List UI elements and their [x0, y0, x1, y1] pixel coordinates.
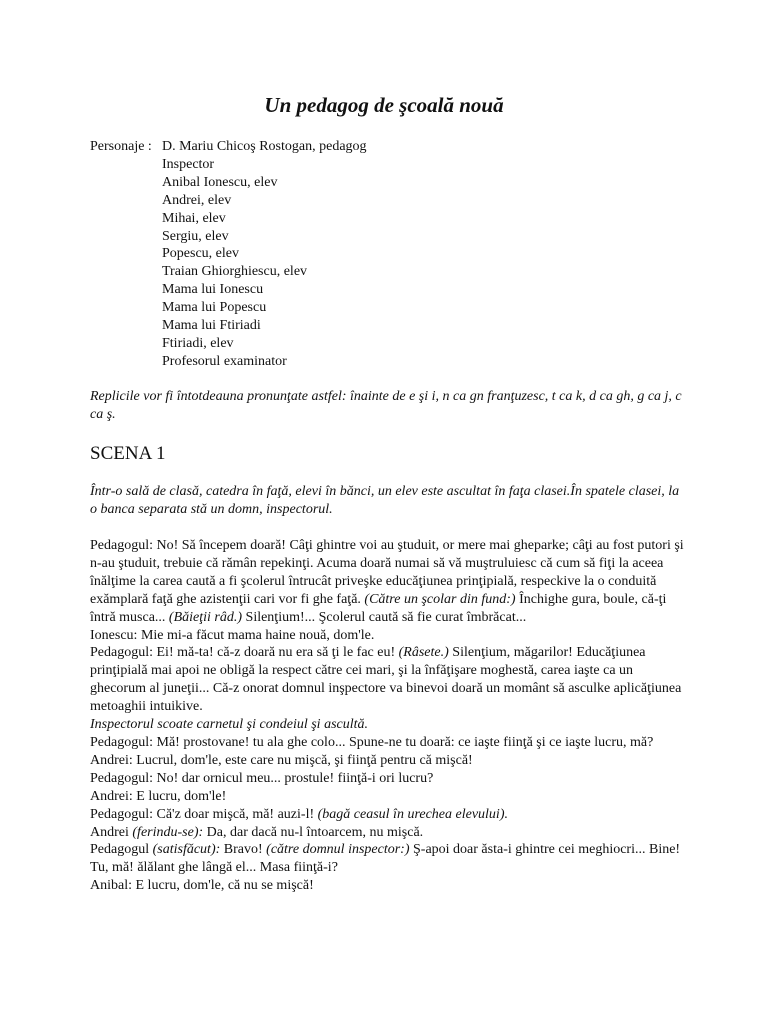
cast-row: [90, 281, 367, 299]
line-text: Silenţium!... Şcolerul caută să fie curat îmbrăcat...: [242, 609, 527, 625]
speaker: Pedagogul:: [90, 645, 153, 661]
page-title: Un pedagog de şcoală nouă: [264, 93, 504, 117]
line-text: Silenţium, măgarilor! Educăţiunea prinţipială mai apoi ne obligă la respect către cei mari, şi la înfăţişare moghestă, carea iaşte ca un ghecorum al juneţii... Că-z onorat domnul inşpectore va binevoi doară un momânt să asculke aplicăţiunea metoaghii intuikive.: [90, 645, 682, 715]
scene-heading: SCENA 1: [90, 443, 166, 464]
stage-note: (bagă ceasul în urechea elevului).: [317, 806, 508, 822]
cast-row: [90, 335, 367, 353]
dialogue-line: [90, 806, 690, 824]
line-text: Că'z doar mişcă, mă! auzi-l!: [153, 806, 318, 822]
cast-row: [90, 210, 367, 228]
cast-character: Traian Ghiorghiescu, elev: [162, 264, 308, 280]
cast-row: [90, 263, 367, 281]
speaker: Pedagogul:: [90, 734, 153, 750]
stage-note: (satisfăcut):: [152, 842, 221, 858]
speaker: Pedagogul:: [90, 770, 153, 786]
line-text: Ş-apoi doar ăsta-i ghintre cei meghiocri... Bine! Tu, mă! ălălant ghe lângă el... Masa fiinţă-i?: [90, 842, 681, 876]
dialogue-line: [90, 770, 690, 788]
cast-character: Mama lui Popescu: [162, 300, 267, 316]
cast-character: Mama lui Ftiriadi: [162, 318, 261, 334]
line-text: E lucru, dom'le!: [132, 788, 227, 804]
stage-note: (Râsete.): [398, 645, 449, 661]
cast-row: [90, 228, 367, 246]
cast-character: Popescu, elev: [162, 246, 239, 262]
cast-row: [90, 138, 367, 156]
line-text: Lucrul, dom'le, este care nu mişcă, şi fiinţă pentru că mişcă!: [132, 752, 473, 768]
cast-row: [90, 156, 367, 174]
cast-character: Anibal Ionescu, elev: [162, 174, 278, 190]
pronunciation-note: Replicile vor fi întotdeauna pronunţate astfel: înainte de e şi i, n ca gn franţuzesc, t ca k, d ca gh, g ca j, c ca ş.: [90, 389, 682, 422]
cast-row: [90, 317, 367, 335]
speaker: Pedagogul:: [90, 806, 153, 822]
dialogue-line: [90, 734, 690, 752]
line-text: No! dar ornicul meu... prostule! fiinţă-i ori lucru?: [153, 770, 434, 786]
line-text: Mie mi-a făcut mama haine nouă, dom'le.: [137, 627, 375, 643]
dialogue-line: [90, 877, 690, 895]
cast-row: [90, 174, 367, 192]
speaker: Andrei: [90, 824, 129, 840]
dialogue: [90, 537, 690, 895]
line-text: Da, dar dacă nu-l întoarcem, nu mişcă.: [203, 824, 424, 840]
cast-character: Mihai, elev: [162, 210, 226, 226]
cast-row: [90, 353, 367, 371]
cast-character: Profesorul examinator: [162, 353, 287, 369]
dialogue-line: [90, 644, 690, 716]
stage-note: (ferindu-se):: [132, 824, 204, 840]
line-text: Bravo!: [220, 842, 267, 858]
cast-character: Ftiriadi, elev: [162, 335, 234, 351]
line-text: Ei! mă-ta! că-z doară nu era să ţi le fac eu!: [153, 645, 399, 661]
dialogue-line: [90, 824, 690, 842]
cast-label: Personaje :: [90, 139, 152, 154]
cast-character: Andrei, elev: [162, 192, 232, 208]
line-text: Închighe gura, boule, că-ţi întră musca...: [90, 591, 667, 625]
cast-character: Sergiu, elev: [162, 228, 229, 244]
speaker: Anibal:: [90, 878, 132, 894]
cast-list: [90, 138, 367, 371]
cast-character: D. Mariu Chicoş Rostogan, pedagog: [162, 139, 367, 154]
dialogue-line: [90, 627, 690, 645]
speaker: Pedagogul:: [90, 538, 153, 553]
stage-note: Inspectorul scoate carnetul şi condeiul şi ascultă.: [90, 717, 369, 733]
speaker: Andrei:: [90, 752, 133, 768]
speaker: Pedagogul: [90, 842, 150, 858]
dialogue-line: [90, 537, 690, 627]
dialogue-line: [90, 788, 690, 806]
cast-row: [90, 245, 367, 263]
stage-note: (Băieţii râd.): [168, 609, 243, 625]
cast-row: [90, 299, 367, 317]
dialogue-line: [90, 841, 690, 877]
stage-note: (către domnul inspector:): [266, 842, 410, 858]
speaker: Andrei:: [90, 788, 133, 804]
dialogue-line: [90, 716, 690, 734]
stage-direction: Într-o sală de clasă, catedra în faţă, elevi în bănci, un elev este ascultat în faţa clasei.În spatele clasei, la o banca separata stă un domn, inspectorul.: [90, 484, 680, 517]
cast-character: Inspector: [162, 156, 215, 172]
line-text: E lucru, dom'le, că nu se mişcă!: [132, 878, 314, 894]
cast-row: [90, 192, 367, 210]
stage-note: (Către un şcolar din fund:): [364, 591, 516, 607]
speaker: Ionescu:: [90, 627, 138, 643]
dialogue-line: [90, 752, 690, 770]
line-text: Mă! prostovane! tu ala ghe colo... Spune-ne tu doară: ce iaşte fiinţă şi ce iaşte lucru, mă?: [153, 734, 654, 750]
line-text: No! Să începem doară! Câţi ghintre voi au ştuduit, or mere mai gheparke; câţi au fost putori şi n-au ştuduit, trebuie că rămân repekinţi. Acuma doară numai să vă muştruluiesc că cum să fiţi la aceea înălţime la carea caută a fi şcolerul întrucât priveşke educăţiunea prinţipială, respeckive la o conduită exămplară faţă ghe azistenţii cari vor fi ghe faţă.: [90, 538, 684, 607]
cast-character: Mama lui Ionescu: [162, 282, 264, 298]
